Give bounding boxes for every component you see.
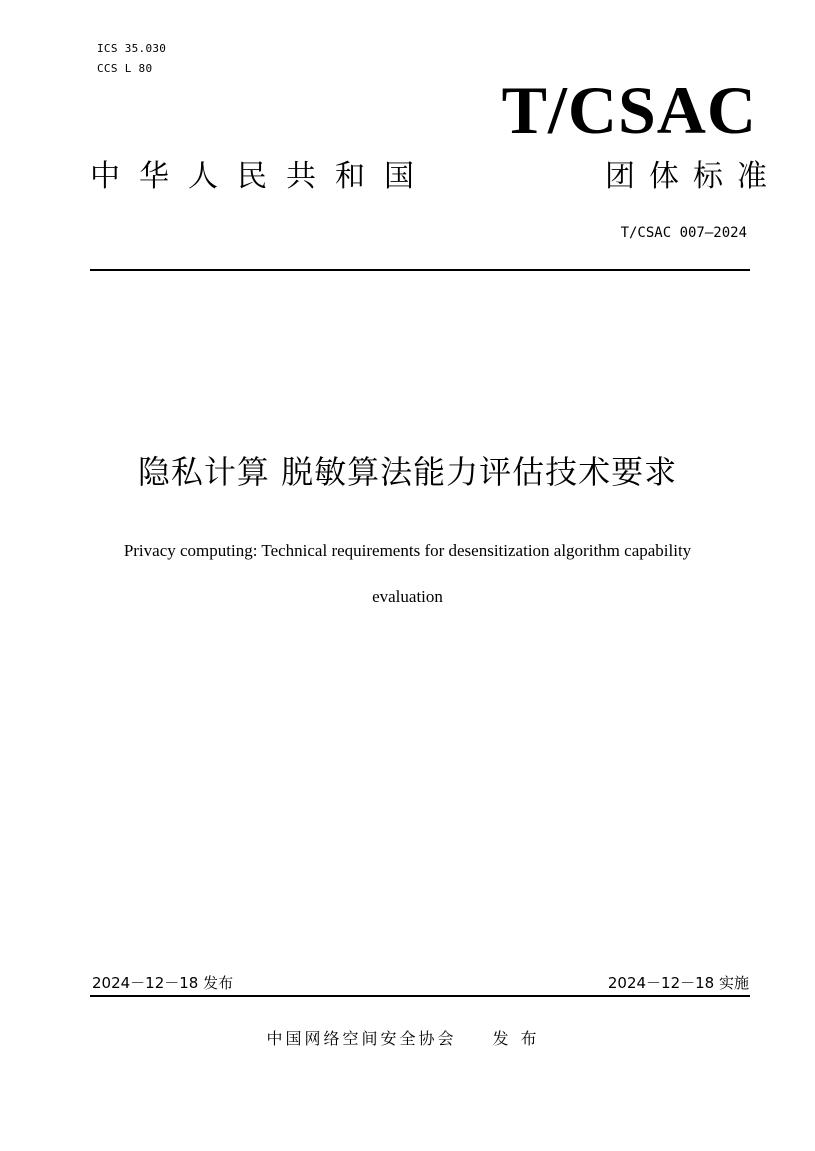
standard-type-text: 团体标: [605, 159, 737, 194]
standard-type-text-last: 准: [737, 159, 767, 194]
issue-date: 2024－12－18 发布: [92, 974, 234, 992]
country-name: 中华人民共和国: [90, 159, 433, 194]
ics-code: ICS 35.030: [97, 42, 167, 55]
standard-logo: T/CSAC: [501, 72, 757, 148]
standard-type: [605, 157, 767, 197]
ccs-code: CCS L 80: [97, 62, 153, 75]
publisher-organization: 中国网络空间安全协会: [266, 1029, 457, 1048]
top-divider: [90, 269, 750, 271]
publisher: [0, 1028, 815, 1050]
bottom-divider: [90, 995, 750, 997]
document-title-english-line2: evaluation: [372, 587, 443, 606]
implementation-date: 2024－12－18 实施: [607, 974, 749, 992]
standard-number: T/CSAC 007—2024: [620, 225, 747, 241]
document-title-chinese: 隐私计算 脱敏算法能力评估技术要求: [137, 453, 678, 491]
publisher-action: 发布: [492, 1029, 549, 1048]
document-title-english-line1: Privacy computing: Technical requirements for desensitization algorithm capability: [123, 541, 692, 560]
